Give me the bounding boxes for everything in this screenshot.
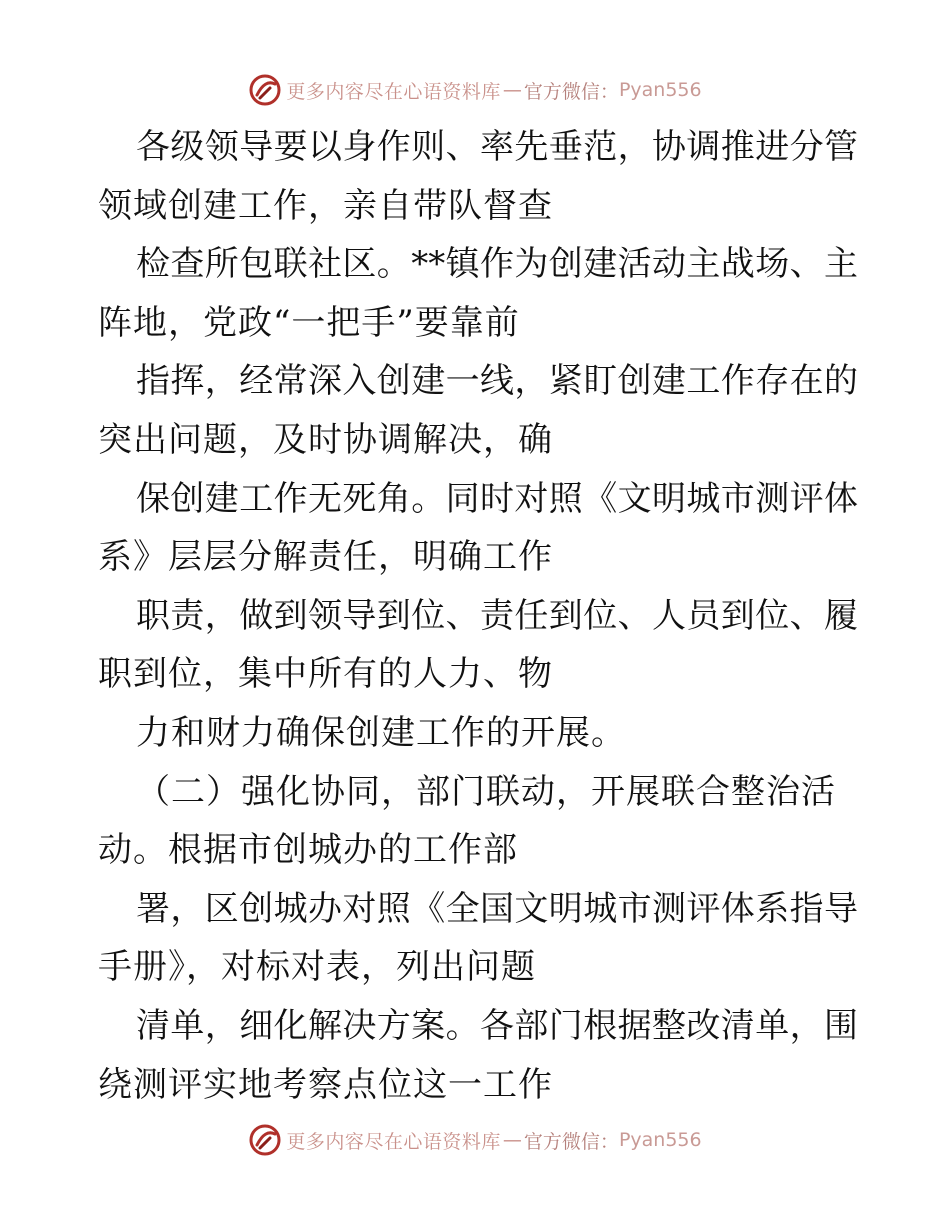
text-line: （二）强化协同，部门联动，开展联合整治活: [136, 771, 836, 812]
watermark-label: 官方微信：: [523, 1130, 619, 1153]
watermark-wechat-id: Pyan556: [618, 79, 702, 101]
watermark-separator: —: [502, 1129, 522, 1151]
text-line: 绕测评实地考察点位这一工作: [98, 1064, 553, 1105]
text-line: 清单，细化解决方案。各部门根据整改清单，围: [136, 1005, 858, 1046]
document-body: [98, 118, 858, 1114]
header-watermark: [0, 70, 950, 110]
footer-watermark: [0, 1120, 950, 1160]
text-line: 阵地，党政“一把手”要靠前: [98, 302, 520, 343]
text-line: 力和财力确保创建工作的开展。: [136, 712, 626, 753]
text-line: 各级领导要以身作则、率先垂范，协调推进分管: [136, 127, 858, 167]
watermark-wechat-id: Pyan556: [618, 1129, 702, 1151]
text-line: 检查所包联社区。**镇作为创建活动主战场、主: [136, 244, 858, 285]
text-line: 职责，做到领导到位、责任到位、人员到位、履: [136, 595, 858, 636]
text-line: 指挥，经常深入创建一线，紧盯创建工作存在的: [136, 361, 858, 402]
text-line: 动。根据市创城办的工作部: [98, 830, 518, 871]
text-line: 突出问题，及时协调解决，确: [98, 419, 553, 460]
text-line: 署，区创城办对照《全国文明城市测评体系指导: [136, 888, 858, 929]
watermark-brand: 更多内容尽在心语资料库: [286, 1130, 501, 1153]
text-line: 系》层层分解责任，明确工作: [98, 537, 553, 578]
text-line: 领域创建工作，亲自带队督查: [98, 185, 553, 226]
logo-icon: [248, 73, 282, 107]
logo-icon: [248, 1123, 282, 1157]
text-line: 职到位，集中所有的人力、物: [98, 654, 553, 695]
text-line: 保创建工作无死角。同时对照《文明城市测评体: [136, 478, 858, 519]
watermark-brand: 更多内容尽在心语资料库: [286, 80, 501, 103]
watermark-label: 官方微信：: [523, 80, 619, 103]
text-line: 手册》，对标对表，列出问题: [98, 947, 536, 988]
watermark-separator: —: [502, 79, 522, 101]
